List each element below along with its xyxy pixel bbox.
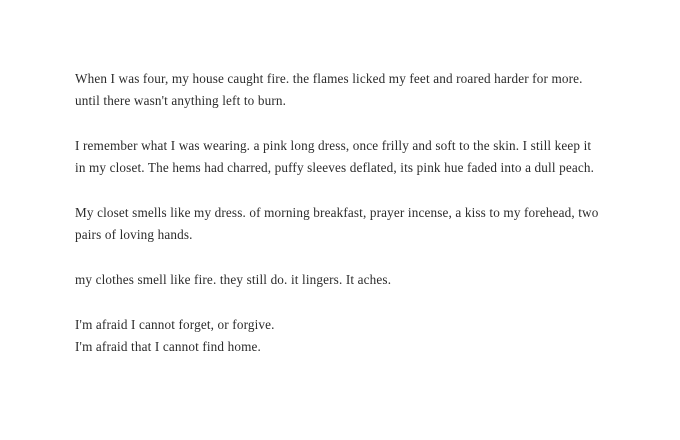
paragraph-4	[75, 269, 635, 291]
paragraph-line: When I was four, my house caught fire. the flames licked my feet and roared harder for more.	[75, 71, 583, 86]
paragraph-1	[75, 68, 635, 112]
paragraph-2	[75, 135, 635, 179]
paragraph-line: My closet smells like my dress. of morning breakfast, prayer incense, a kiss to my forehead, two	[75, 205, 599, 220]
paragraph-line: I'm afraid that I cannot find home.	[75, 339, 261, 354]
paragraph-5	[75, 314, 635, 358]
paragraph-line: my clothes smell like fire. they still do. it lingers. It aches.	[75, 272, 392, 287]
paragraph-line: I remember what I was wearing. a pink long dress, once frilly and soft to the skin. I still keep it	[75, 138, 592, 153]
paragraph-line: I'm afraid I cannot forget, or forgive.	[75, 317, 275, 332]
paragraph-line: until there wasn't anything left to burn.	[75, 93, 287, 108]
poem-body	[75, 68, 635, 358]
paragraph-line: in my closet. The hems had charred, puffy sleeves deflated, its pink hue faded into a dull peach.	[75, 160, 595, 175]
paragraph-3	[75, 202, 635, 246]
paragraph-line: pairs of loving hands.	[75, 227, 193, 242]
